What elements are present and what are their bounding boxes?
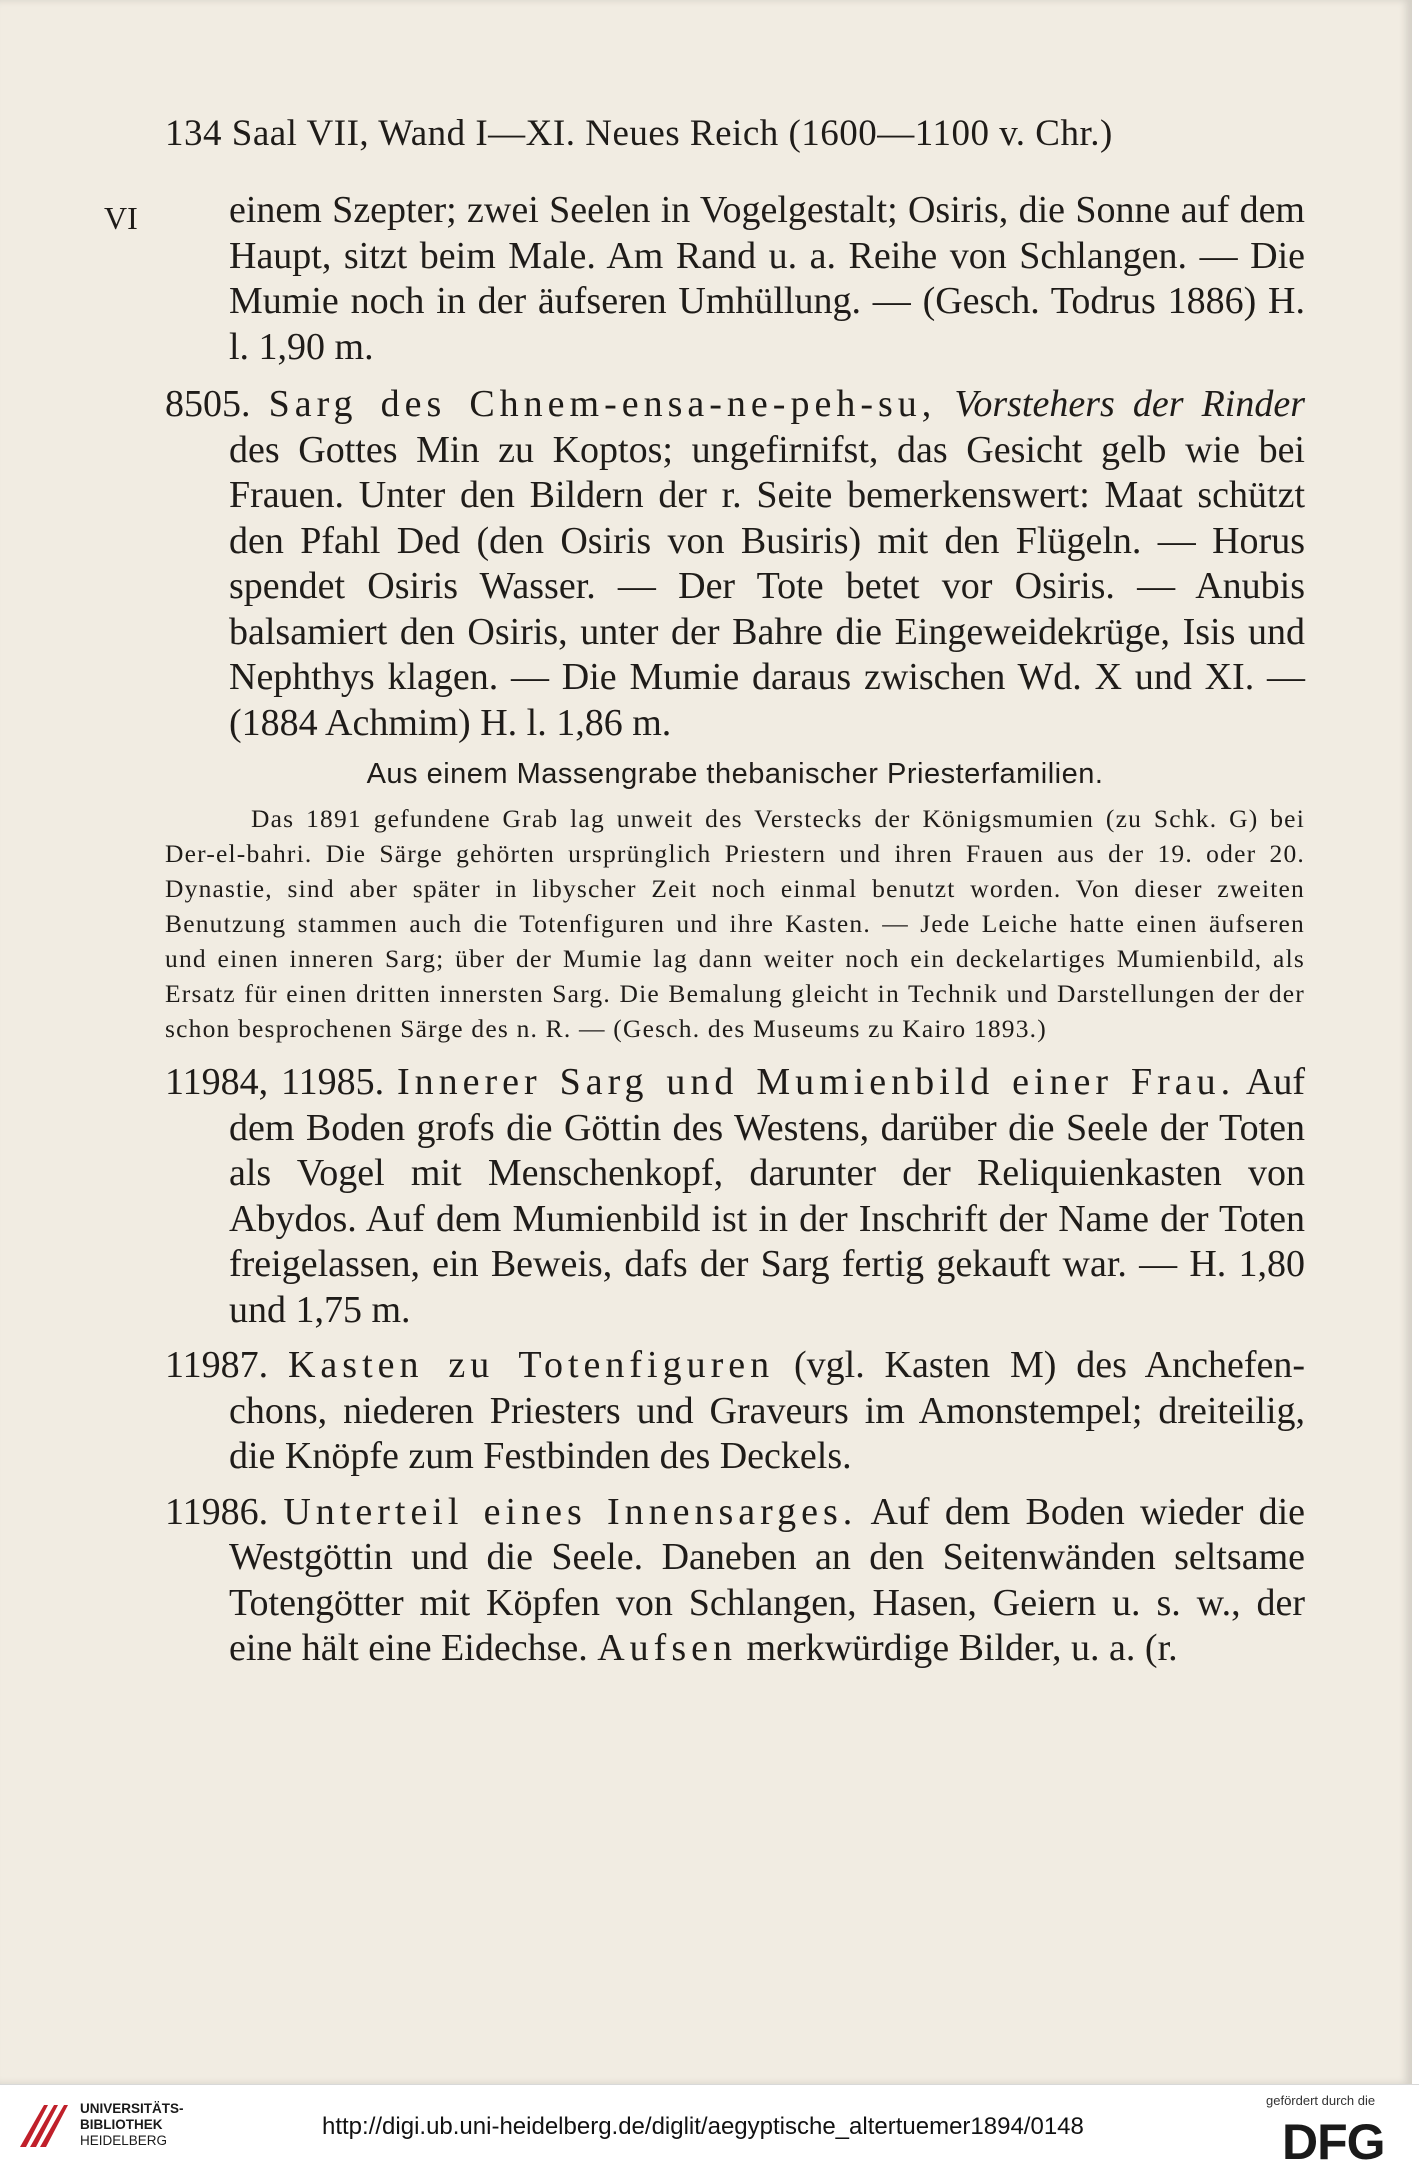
page-body bbox=[165, 188, 1305, 1682]
viewer-footer bbox=[0, 2084, 1419, 2176]
entry-continuation: einem Szepter; zwei Seelen in Vogelgestalt; Osiris, die Sonne auf dem Haupt, sitzt beim Male. Am Rand u. a. Reihe von Schlangen. — Die Mumie noch in der äufseren Umhüllung. — (Gesch. Todrus 1886) H. l. 1,90 m. bbox=[229, 189, 1305, 368]
entry-title: Sarg des Chnem-ensa-ne-peh-su, bbox=[268, 383, 937, 425]
entry-title: Unterteil eines Innensarges. bbox=[283, 1490, 858, 1533]
university-logo-icon bbox=[14, 2097, 70, 2153]
entry-text: Auf dem Boden wieder die Westgöttin und die Seele. Daneben an den Seitenwänden seltsame Totengötter mit Köpfen von Schlangen, Hasen, Geiern u. s. w., der eine hält eine Eidechse. bbox=[229, 1490, 1306, 1669]
entry-8505 bbox=[165, 382, 1305, 746]
entry-number: 11987. bbox=[165, 1344, 269, 1386]
entry-11986 bbox=[165, 1490, 1305, 1672]
entry-text: des Gottes Min zu Koptos; ungefirnifst, das Gesicht gelb wie bei Frauen. Unter den Bildern der r. Seite bemerkenswert: Maat schützt den Pfahl Ded (den Osiris von Busiris) mit den Flügeln. — Horus spendet Osiris Wasser. — Der Tote betet vor Osiris. — Anubis balsamiert den Osiris, unter der Bahre die Eingeweidekrüge, Isis und Nephthys klagen. — Die Mumie daraus zwischen Wd. X und XI. — (1884 Achmim) H. l. 1,86 m. bbox=[229, 428, 1305, 744]
entry-number: 8505. bbox=[165, 383, 251, 425]
section-paragraph: Das 1891 gefundene Grab lag unweit des Verstecks der Königsmumien (zu Schk. G) bei Der-el-bahri. Die Särge gehörten ursprünglich Priestern und ihren Frauen aus der 19. oder 20. Dynastie, sind aber später in libyscher Zeit noch einmal benutzt worden. Von dieser zweiten Benutzung stammen auch die Totenfiguren und ihre Kasten. — Jede Leiche hatte einen äufseren und einen inneren Sarg; über der Mumie lag dann weiter noch ein deckelartiges Mumienbild, als Ersatz für einen dritten innersten Sarg. Die Bemalung gleicht in Technik und Darstellungen der der schon besprochenen Särge des n. R. — (Gesch. des Museums zu Kairo 1893.) bbox=[165, 804, 1305, 1043]
entry-title: Innerer Sarg und Mumienbild einer Frau. bbox=[396, 1061, 1236, 1103]
margin-note: VI bbox=[104, 200, 138, 236]
section-heading: Aus einem Massengrabe thebanischer Priesterfamilien. bbox=[366, 758, 1104, 790]
entry-11987 bbox=[165, 1343, 1305, 1480]
funder-caption: gefördert durch die bbox=[1266, 2093, 1376, 2108]
entry-title-2: Aufsen bbox=[597, 1627, 737, 1669]
entry-number: 11986. bbox=[165, 1490, 269, 1533]
page-header: 134 Saal VII, Wand I—XI. Neues Reich (1600—1100 v. Chr.) bbox=[165, 113, 1113, 154]
university-name: UNIVERSITÄTS- BIBLIOTHEK HEIDELBERG bbox=[80, 2101, 184, 2148]
entry-text: (vgl. Kasten M) des Anchefen-chons, niederen Priesters und Graveurs im Amonstempel; dreiteilig, die Knöpfe zum Festbinden des Deckels. bbox=[229, 1344, 1306, 1477]
entry-11984 bbox=[165, 1060, 1305, 1333]
dfg-logo: DFG bbox=[1282, 2114, 1385, 2170]
source-url-link[interactable]: http://digi.ub.uni-heidelberg.de/diglit/aegyptische_altertuemer1894/0148 bbox=[322, 2113, 1084, 2140]
entry-title: Kasten zu Totenfiguren bbox=[287, 1344, 775, 1386]
entry-number: 11984, 11985. bbox=[165, 1061, 385, 1103]
entry-text-2: merkwürdige Bilder, u. a. (r. bbox=[746, 1627, 1178, 1669]
entry-text: Auf dem Boden grofs die Göttin des Westens, darüber die Seele der Toten als Vogel mit Menschenkopf, darunter der Reliquienkasten von Abydos. Auf dem Mumienbild ist in der Inschrift der Name der Toten freigelassen, ein Beweis, dafs der Sarg fertig gekauft war. — H. 1,80 und 1,75 m. bbox=[229, 1061, 1305, 1331]
entry-italic-phrase: Vorstehers der Rinder bbox=[954, 383, 1305, 425]
